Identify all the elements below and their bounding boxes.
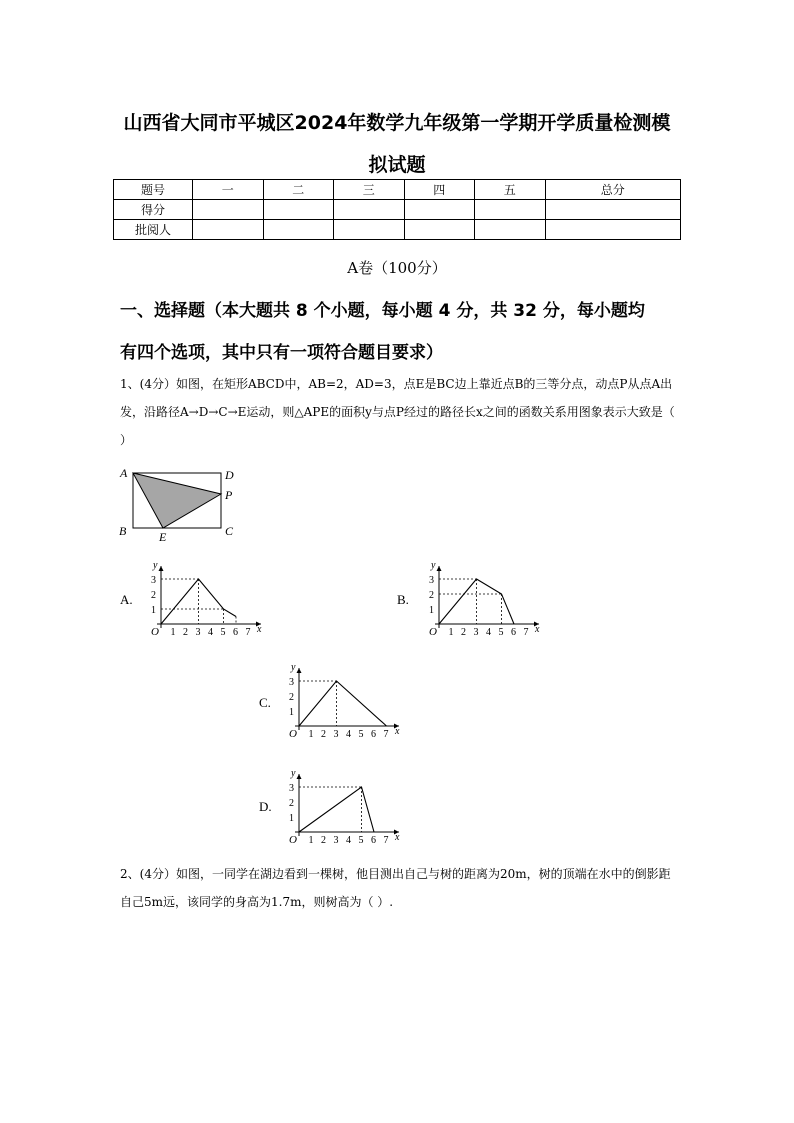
y-tick-label: 1 xyxy=(151,605,156,616)
y-tick-label: 2 xyxy=(289,798,294,809)
y-axis-arrow xyxy=(297,668,302,673)
x-tick-label: 7 xyxy=(245,627,251,638)
y-axis-arrow xyxy=(159,566,164,571)
origin-label: O xyxy=(289,834,297,846)
x-tick-label: 4 xyxy=(486,627,491,638)
option-a-graph[interactable] xyxy=(145,558,275,640)
score-table-cell xyxy=(263,220,334,240)
x-axis-label: x xyxy=(535,624,540,635)
y-axis-label: y xyxy=(291,662,296,673)
x-tick-label: 6 xyxy=(233,627,238,638)
x-tick-label: 4 xyxy=(346,835,351,846)
function-line xyxy=(439,579,514,624)
score-table-cell: 二 xyxy=(263,180,334,200)
y-axis-label: y xyxy=(153,560,158,571)
x-tick-label: 5 xyxy=(358,729,364,740)
x-tick-label: 1 xyxy=(170,627,176,638)
y-tick-label: 3 xyxy=(289,783,294,794)
y-tick-label: 3 xyxy=(429,575,434,586)
x-tick-label: 7 xyxy=(383,729,389,740)
question-2-text: 2、(4分）如图，一同学在湖边看到一棵树，他目测出自己与树的距离为20m，树的顶端在水中的倒影距自己5m远，该同学的身高为1.7m，则树高为（ ）. xyxy=(120,867,671,909)
x-tick-label: 7 xyxy=(523,627,529,638)
y-tick-label: 2 xyxy=(151,590,156,601)
y-axis-label: y xyxy=(291,768,296,779)
score-table-cell xyxy=(263,200,334,220)
x-tick-label: 2 xyxy=(321,835,326,846)
origin-label: O xyxy=(429,626,437,638)
x-tick-label: 1 xyxy=(308,835,314,846)
score-table-cell xyxy=(404,220,475,240)
y-tick-label: 2 xyxy=(429,590,434,601)
x-tick-label: 6 xyxy=(371,729,376,740)
score-table-cell: 三 xyxy=(334,180,405,200)
score-table-cell: 批阅人 xyxy=(114,220,193,240)
option-b-label[interactable]: B. xyxy=(397,592,409,607)
point-label-b: B xyxy=(119,524,127,538)
point-label-p: P xyxy=(225,488,233,502)
score-table-cell xyxy=(404,200,475,220)
score-table-cell: 题号 xyxy=(114,180,193,200)
x-tick-label: 2 xyxy=(321,729,326,740)
score-table-cell: 得分 xyxy=(114,200,193,220)
option-b-graph[interactable] xyxy=(423,552,553,640)
rectangle-figure xyxy=(115,465,245,545)
x-tick-label: 2 xyxy=(461,627,466,638)
score-table-cell: 四 xyxy=(404,180,475,200)
x-tick-label: 2 xyxy=(183,627,188,638)
y-axis-arrow xyxy=(297,774,302,779)
x-tick-label: 6 xyxy=(371,835,376,846)
score-table-cell: 一 xyxy=(193,180,264,200)
x-tick-label: 4 xyxy=(346,729,351,740)
point-label-a: A xyxy=(120,466,128,480)
score-table-cell xyxy=(475,220,546,240)
point-label-e: E xyxy=(159,530,167,544)
page-title-line-1: 山西省大同市平城区2024年数学九年级第一学期开学质量检测模 xyxy=(123,112,671,134)
point-label-d: D xyxy=(225,468,234,482)
option-c-graph[interactable] xyxy=(283,658,413,742)
x-axis-label: x xyxy=(395,832,400,843)
x-tick-label: 3 xyxy=(333,835,339,846)
score-table-cell xyxy=(334,220,405,240)
y-tick-label: 3 xyxy=(151,575,156,586)
question-1-text: 1、(4分）如图，在矩形ABCD中，AB=2，AD=3，点E是BC边上靠近点B的三等分点，动点P从点A出发，沿路径A→D→C→E运动，则△APE的面积y与点P经过的路径长x之间的函数关系用图象表示大致是（ ） xyxy=(120,377,675,447)
section-a-title: A卷（100分） xyxy=(347,259,447,277)
x-tick-label: 7 xyxy=(383,835,389,846)
y-tick-label: 1 xyxy=(429,605,434,616)
section-heading-line-1: 一、选择题（本大题共 8 个小题，每小题 4 分，共 32 分，每小题均 xyxy=(120,301,645,321)
x-tick-label: 5 xyxy=(358,835,364,846)
score-table-cell xyxy=(193,220,264,240)
triangle-ape xyxy=(133,473,221,528)
score-table-cell xyxy=(193,200,264,220)
x-tick-label: 5 xyxy=(220,627,226,638)
x-axis-label: x xyxy=(395,726,400,737)
score-table-cell xyxy=(545,200,681,220)
score-table-cell xyxy=(545,220,681,240)
y-tick-label: 2 xyxy=(289,692,294,703)
x-tick-label: 5 xyxy=(498,627,504,638)
score-table-cell: 总分 xyxy=(545,180,681,200)
score-table-cell xyxy=(334,200,405,220)
function-line xyxy=(299,787,374,832)
y-axis-arrow xyxy=(437,566,442,571)
x-tick-label: 3 xyxy=(195,627,201,638)
score-table-row xyxy=(114,200,681,220)
score-table-cell: 五 xyxy=(475,180,546,200)
x-axis-label: x xyxy=(257,624,262,635)
x-tick-label: 6 xyxy=(511,627,516,638)
option-c-label[interactable]: C. xyxy=(259,695,271,710)
origin-label: O xyxy=(151,626,159,638)
function-line xyxy=(299,681,387,726)
y-tick-label: 1 xyxy=(289,707,294,718)
x-tick-label: 1 xyxy=(448,627,454,638)
x-tick-label: 4 xyxy=(208,627,213,638)
section-heading-line-2: 有四个选项，其中只有一项符合题目要求） xyxy=(120,343,443,363)
page-title-line-2: 拟试题 xyxy=(368,154,426,176)
x-tick-label: 1 xyxy=(308,729,314,740)
x-tick-label: 3 xyxy=(473,627,479,638)
y-tick-label: 1 xyxy=(289,813,294,824)
option-a-label[interactable]: A. xyxy=(120,592,133,607)
x-tick-label: 3 xyxy=(333,729,339,740)
score-table-cell xyxy=(475,200,546,220)
option-d-label[interactable]: D. xyxy=(259,799,272,814)
y-axis-label: y xyxy=(431,560,436,571)
option-d-graph[interactable] xyxy=(283,762,413,848)
point-label-c: C xyxy=(225,524,234,538)
function-line xyxy=(161,579,236,624)
score-table-row xyxy=(114,220,681,240)
score-table xyxy=(113,179,681,240)
y-tick-label: 3 xyxy=(289,677,294,688)
score-table-header-row xyxy=(114,180,681,200)
origin-label: O xyxy=(289,728,297,740)
